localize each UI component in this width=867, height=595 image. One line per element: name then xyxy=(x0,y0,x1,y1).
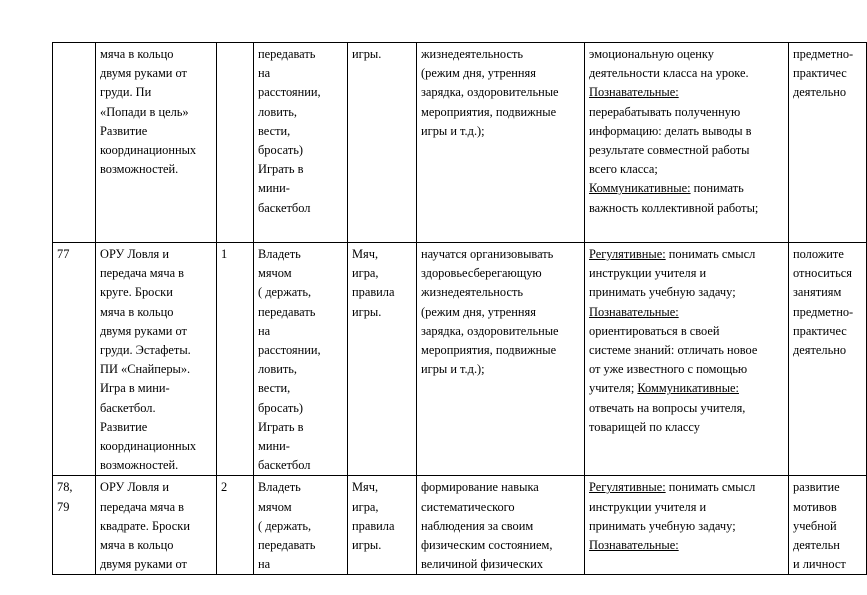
text-line: баскетбол xyxy=(258,458,311,473)
uud-lines xyxy=(589,245,784,437)
text-line: передавать xyxy=(258,304,316,319)
text-line: мини- xyxy=(258,181,290,196)
text-line: на xyxy=(258,557,271,572)
text-line: предметно- xyxy=(793,47,854,61)
text-line: двумя руками от xyxy=(100,66,187,81)
text-line: баскетбол. xyxy=(100,400,156,415)
text-line: величиной физических xyxy=(421,557,544,572)
text-line: ориентироваться в своей xyxy=(589,323,720,338)
text-line: груди. Эстафеты. xyxy=(100,343,191,358)
text-line: координационных xyxy=(100,439,197,454)
text-line: жизнедеятельность xyxy=(421,47,524,61)
text-line: инструкции учителя и xyxy=(589,266,707,281)
text-line: системе знаний: отличать новое xyxy=(589,343,758,358)
text-line: физическим состоянием, xyxy=(421,538,553,553)
text-line: перерабатывать полученную xyxy=(589,104,741,119)
text-line xyxy=(589,83,784,102)
text-line: правила xyxy=(352,285,395,300)
text-line: возможностей. xyxy=(100,162,179,177)
text-line: деятельно xyxy=(793,343,847,358)
text-line: Развитие xyxy=(100,419,148,434)
hours-lines xyxy=(221,245,249,264)
personal-results-lines xyxy=(421,45,580,141)
text-line: ( держать, xyxy=(258,285,312,300)
lesson-topic-lines xyxy=(100,45,212,179)
text-line: бросать) xyxy=(258,400,304,415)
text-line: передавать xyxy=(258,47,316,61)
text-line: ( держать, xyxy=(258,518,312,533)
text-line: жизнедеятельность xyxy=(421,285,524,300)
equipment-cell xyxy=(348,43,417,243)
text-line: ловить, xyxy=(258,362,298,377)
text-line: координационных xyxy=(100,143,197,158)
text-line: от уже известного с помощью xyxy=(589,362,748,377)
equipment-cell xyxy=(348,243,417,476)
text-line: двумя руками от xyxy=(100,323,187,338)
text-line: мячом xyxy=(258,499,292,514)
text-line: передача мяча в xyxy=(100,266,185,281)
text-line: эмоциональную оценку xyxy=(589,47,714,61)
text-line: двумя руками от xyxy=(100,557,187,572)
text-line: предметно- xyxy=(793,304,854,319)
text-line: научатся организовывать xyxy=(421,247,554,261)
personal-results-lines xyxy=(421,478,580,574)
text-line: игра, xyxy=(352,266,379,281)
text-line: Мяч, xyxy=(352,247,379,261)
lesson-plan-table xyxy=(52,42,867,575)
lesson-topic-cell xyxy=(96,476,217,575)
text-line: принимать учебную задачу; xyxy=(589,518,736,533)
text-line: мини- xyxy=(258,439,290,454)
text-line: ОРУ Ловля и xyxy=(100,247,169,261)
text-line: деятельности класса на уроке. xyxy=(589,66,749,81)
text-line: товарищей по классу xyxy=(589,419,700,434)
equipment-lines xyxy=(352,245,412,322)
equipment-lines xyxy=(352,45,412,64)
personal-results-cell xyxy=(417,43,585,243)
text-line: деятельн xyxy=(793,538,840,553)
text-line: деятельно xyxy=(793,85,847,100)
text-line: наблюдения за своим xyxy=(421,518,534,533)
uud-heading: Регулятивные: xyxy=(589,480,666,495)
extra-results-cell xyxy=(789,43,867,243)
lesson-topic-cell xyxy=(96,43,217,243)
text-line: формирование навыка xyxy=(421,480,539,495)
uud-cell xyxy=(585,476,789,575)
uud-heading: Познавательные: xyxy=(589,538,679,553)
text-line: положите xyxy=(793,247,844,261)
lesson-topic-lines xyxy=(100,478,212,574)
text-line: практичес xyxy=(793,66,847,81)
text-line: инструкции учителя и xyxy=(589,499,707,514)
extra-results-cell xyxy=(789,243,867,476)
table-body xyxy=(53,43,867,575)
text-line: (режим дня, утренняя xyxy=(421,304,536,319)
uud-heading: Познавательные: xyxy=(589,85,679,100)
equipment-cell xyxy=(348,476,417,575)
text-line: Владеть xyxy=(258,247,301,261)
text-line: мотивов xyxy=(793,499,837,514)
personal-results-cell xyxy=(417,476,585,575)
personal-results-cell xyxy=(417,243,585,476)
text-line: важность коллективной работы; xyxy=(589,200,759,215)
skills-lines xyxy=(258,45,343,218)
skills-cell xyxy=(254,43,348,243)
text-line: игры. xyxy=(352,538,382,553)
table-row xyxy=(53,43,867,243)
uud-heading: Коммуникативные: xyxy=(637,381,739,396)
uud-heading: Коммуникативные: xyxy=(589,181,691,196)
extra-results-lines xyxy=(793,478,862,574)
text-line: развитие xyxy=(793,480,840,495)
text-line: относиться xyxy=(793,266,852,281)
text-line: игры. xyxy=(352,304,382,319)
text-line: 1 xyxy=(221,247,228,261)
text-line: баскетбол xyxy=(258,200,311,215)
text-line: на xyxy=(258,66,271,81)
text-line: 2 xyxy=(221,480,228,495)
text-line: мячом xyxy=(258,266,292,281)
text-line: мяча в кольцо xyxy=(100,47,174,61)
text-line: мяча в кольцо xyxy=(100,304,174,319)
text-line: груди. Пи xyxy=(100,85,152,100)
uud-heading: Регулятивные: xyxy=(589,247,666,261)
extra-results-lines xyxy=(793,245,862,360)
text-line: зарядка, оздоровительные xyxy=(421,85,559,100)
hours-cell xyxy=(217,476,254,575)
text-line: и личност xyxy=(793,557,846,572)
text-line: Регулятивные: понимать смысл xyxy=(589,247,756,261)
text-line: 77 xyxy=(57,247,70,261)
text-line: вести, xyxy=(258,123,291,138)
text-line: Коммуникативные: понимать xyxy=(589,181,744,196)
text-line: мероприятия, подвижные xyxy=(421,343,557,358)
text-line: учебной xyxy=(793,518,837,533)
lesson-number-cell xyxy=(53,243,96,476)
uud-cell xyxy=(585,243,789,476)
lesson-topic-cell xyxy=(96,243,217,476)
hours-cell xyxy=(217,243,254,476)
text-line: передавать xyxy=(258,538,316,553)
lesson-topic-lines xyxy=(100,245,212,475)
text-line: расстоянии, xyxy=(258,343,321,358)
extra-results-cell xyxy=(789,476,867,575)
text-line: отвечать на вопросы учителя, xyxy=(589,400,746,415)
text-line: вести, xyxy=(258,381,291,396)
text-line: Регулятивные: понимать смысл xyxy=(589,480,756,495)
text-line: «Попади в цель» xyxy=(100,104,189,119)
text-line: принимать учебную задачу; xyxy=(589,285,736,300)
lesson-number-cell xyxy=(53,476,96,575)
text-line: зарядка, оздоровительные xyxy=(421,323,559,338)
skills-lines xyxy=(258,245,343,475)
lesson-number-cell xyxy=(53,43,96,243)
text-line: систематического xyxy=(421,499,515,514)
text-line: (режим дня, утренняя xyxy=(421,66,536,81)
skills-cell xyxy=(254,476,348,575)
uud-lines xyxy=(589,45,784,218)
hours-cell xyxy=(217,43,254,243)
uud-lines xyxy=(589,478,784,555)
lesson-number-lines xyxy=(57,245,91,264)
text-line: игры и т.д.); xyxy=(421,123,485,138)
text-line: результате совместной работы xyxy=(589,143,750,158)
text-line: игры. xyxy=(352,47,382,61)
text-line: 79 xyxy=(57,499,70,514)
extra-results-lines xyxy=(793,45,862,103)
text-line: игра, xyxy=(352,499,379,514)
text-line: 78, xyxy=(57,480,73,495)
text-line: ловить, xyxy=(258,104,298,119)
uud-cell xyxy=(585,43,789,243)
text-line: на xyxy=(258,323,271,338)
table-row xyxy=(53,476,867,575)
text-line: Мяч, xyxy=(352,480,379,495)
text-line: квадрате. Броски xyxy=(100,518,190,533)
lesson-number-lines xyxy=(57,478,91,516)
text-line: ОРУ Ловля и xyxy=(100,480,169,495)
text-line: передача мяча в xyxy=(100,499,185,514)
text-line xyxy=(589,303,784,322)
hours-lines xyxy=(221,478,249,497)
text-line: правила xyxy=(352,518,395,533)
skills-lines xyxy=(258,478,343,574)
uud-heading: Познавательные: xyxy=(589,304,679,319)
text-line: игры и т.д.); xyxy=(421,362,485,377)
text-line: круге. Броски xyxy=(100,285,173,300)
text-line: практичес xyxy=(793,323,847,338)
personal-results-lines xyxy=(421,245,580,379)
text-line: мероприятия, подвижные xyxy=(421,104,557,119)
table-row xyxy=(53,243,867,476)
text-line: ПИ «Снайперы». xyxy=(100,362,191,377)
text-line: Игра в мини- xyxy=(100,381,170,396)
text-line: Играть в xyxy=(258,419,304,434)
text-line: занятиям xyxy=(793,285,842,300)
text-line: мяча в кольцо xyxy=(100,538,174,553)
equipment-lines xyxy=(352,478,412,555)
text-line: возможностей. xyxy=(100,458,179,473)
text-line: Играть в xyxy=(258,162,304,177)
text-line: бросать) xyxy=(258,143,304,158)
text-line: всего класса; xyxy=(589,162,658,177)
text-line: здоровьесберегающую xyxy=(421,266,542,281)
text-line: Развитие xyxy=(100,123,148,138)
text-line xyxy=(589,536,784,555)
skills-cell xyxy=(254,243,348,476)
text-line: учителя; Коммуникативные: xyxy=(589,381,739,396)
text-line: расстоянии, xyxy=(258,85,321,100)
text-line: Владеть xyxy=(258,480,301,495)
text-line: информацию: делать выводы в xyxy=(589,123,752,138)
